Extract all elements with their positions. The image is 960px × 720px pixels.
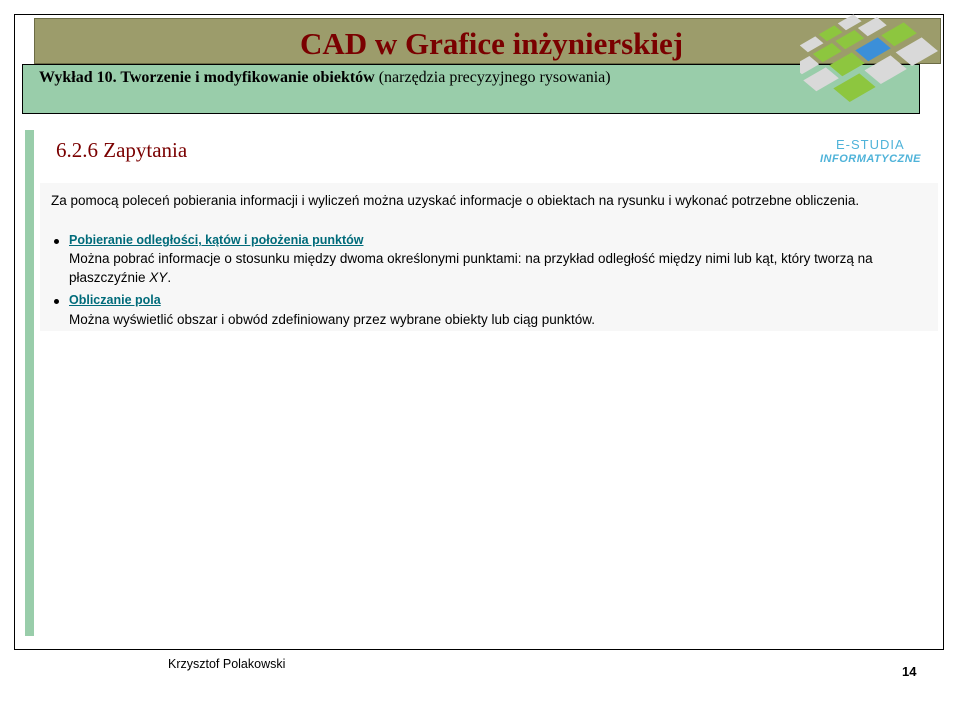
item-description: Można wyświetlić obszar i obwód zdefiniowany przez wybrane obiekty lub ciąg punktów. bbox=[69, 312, 596, 327]
desc-prefix: płaszczyźnie bbox=[69, 270, 150, 285]
link-area-calculation[interactable]: Obliczanie pola bbox=[69, 293, 161, 307]
subtitle-paren: (narzędzia precyzyjnego rysowania) bbox=[378, 69, 611, 86]
footer-author: Krzysztof Polakowski bbox=[168, 657, 286, 671]
slide-title: CAD w Grafice inżynierskiej bbox=[300, 26, 684, 61]
logo-line2: INFORMATYCZNE bbox=[820, 153, 922, 165]
desc-suffix: . bbox=[167, 270, 172, 285]
bullet-icon bbox=[54, 239, 59, 244]
link-distance-angles[interactable]: Pobieranie odległości, kątów i położenia punktów bbox=[69, 233, 364, 247]
item-description-line bbox=[69, 268, 873, 287]
section-heading: 6.2.6 Zapytania bbox=[56, 138, 188, 162]
item-description bbox=[69, 249, 873, 287]
left-accent-rule bbox=[25, 130, 34, 636]
subtitle-main: Wykład 10. Tworzenie i modyfikowanie obiektów bbox=[39, 69, 375, 86]
intro-text: Za pomocą poleceń pobierania informacji i wyliczeń można uzyskać informacje o obiektach na rysunku i wykonać potrzebne obliczenia. bbox=[51, 193, 860, 208]
item-description-line: Można pobrać informacje o stosunku między dwoma określonymi punktami: na przykład odległość między nimi lub kąt, który tworzą na bbox=[69, 251, 873, 266]
bullet-icon bbox=[54, 299, 59, 304]
lecture-subtitle bbox=[39, 69, 611, 87]
page-number: 14 bbox=[902, 664, 917, 679]
desc-italic: XY bbox=[149, 270, 168, 285]
logo-line1: E-STUDIA bbox=[836, 137, 905, 152]
